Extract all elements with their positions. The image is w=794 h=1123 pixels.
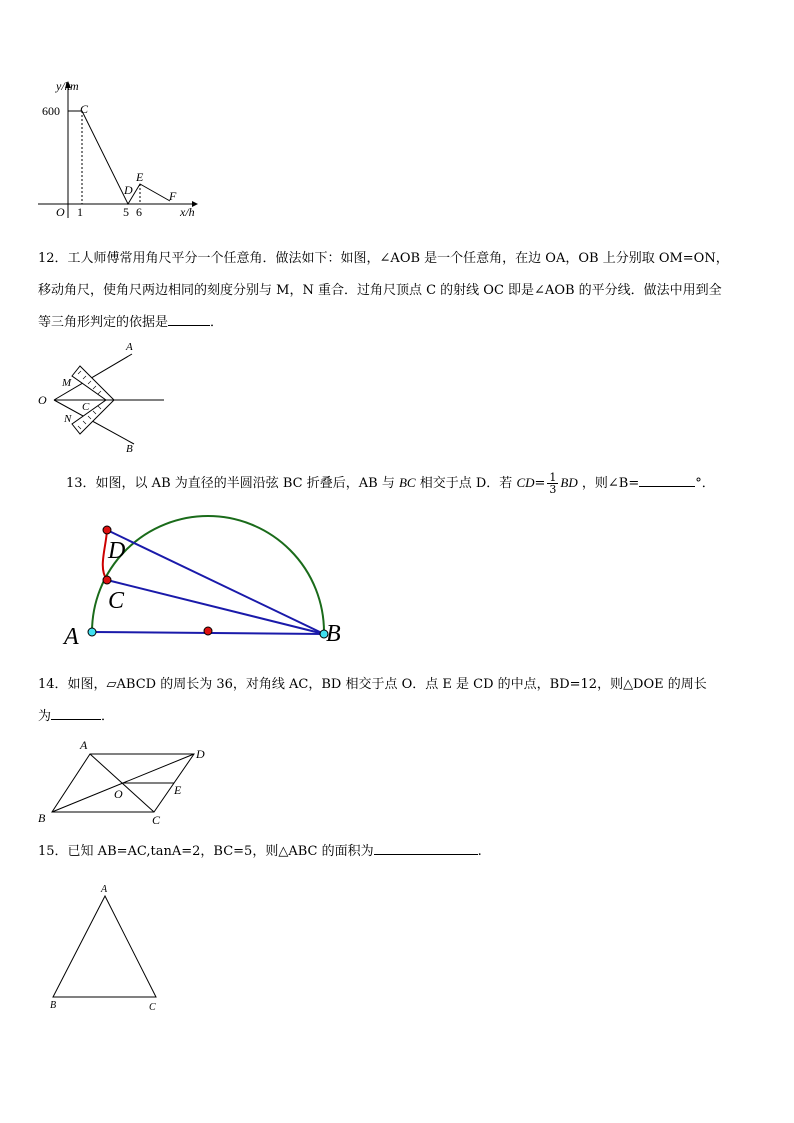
point-b-label: B — [326, 621, 341, 647]
point-b-label: B — [50, 1000, 57, 1011]
point-e-label: E — [136, 170, 144, 184]
point-c-label: C — [80, 102, 89, 116]
folded-arc-cd — [103, 530, 107, 580]
q13-answer-blank[interactable] — [639, 474, 695, 487]
center-point — [204, 627, 212, 635]
semicircle-arc — [92, 516, 324, 632]
point-a — [88, 628, 96, 636]
label-600: 600 — [42, 104, 60, 118]
q12-line-3: 等三角形判定的依据是 ． — [38, 315, 224, 330]
q14-line-1: 14．如图，▱ABCD 的周长为 36，对角线 AC，BD 相交于点 O．点 E 是 CD 的中点，BD=12，则△DOE 的周长 — [38, 677, 707, 692]
q14-line-2: 为 ． — [38, 709, 115, 724]
graph-line — [68, 111, 170, 204]
angle-bisector-figure — [34, 338, 174, 458]
arc-cd-label: CD — [516, 475, 535, 490]
point-e-label: E — [174, 783, 182, 797]
tick-5-label: 5 — [123, 205, 129, 219]
x-axis-label: x/h — [180, 205, 195, 219]
point-b-label: B — [38, 811, 46, 825]
q12-line-2: 移动角尺，使角尺两边相同的刻度分别与 M，N 重合．过角尺顶点 C 的射线 OC 即是∠AOB 的平分线．做法中用到全 — [38, 283, 722, 298]
y-axis-label: y/km — [56, 79, 79, 93]
chord-bc — [107, 580, 324, 634]
point-d-label: D — [196, 747, 205, 761]
origin-label: O — [56, 205, 65, 219]
point-a-label: A — [101, 884, 108, 895]
q12-line-1: 12．工人师傅常用角尺平分一个任意角．做法如下：如图，∠AOB 是一个任意角，在边 OA，OB 上分别取 OM=ON， — [38, 251, 729, 266]
point-o-label: O — [38, 393, 47, 407]
ruler-arm-upper — [72, 366, 114, 400]
point-c-label: C — [108, 588, 125, 614]
q12-answer-blank[interactable] — [168, 313, 210, 326]
q14-answer-blank[interactable] — [51, 707, 101, 720]
point-c-label: C — [82, 401, 90, 413]
point-a-label: A — [64, 624, 79, 650]
q15-line: 15．已知 AB=AC,tanA=2，BC=5，则△ABC 的面积为 . — [38, 844, 482, 859]
point-d-label: D — [108, 538, 126, 564]
q15-answer-blank[interactable] — [374, 842, 478, 855]
triangle-abc — [53, 896, 156, 997]
arc-bc-label: BC — [398, 475, 416, 490]
triangle-figure — [44, 880, 174, 1016]
point-a-label: A — [80, 738, 88, 752]
tick-6-label: 6 — [136, 205, 142, 219]
point-d — [103, 526, 111, 534]
point-d-label: D — [124, 183, 133, 197]
point-b-label: B — [126, 443, 133, 455]
parallelogram-figure — [34, 736, 214, 832]
tick-1-label: 1 — [77, 205, 83, 219]
point-m-label: M — [62, 377, 72, 389]
arc-bd-label: BD — [560, 475, 578, 490]
point-a-label: A — [126, 341, 133, 353]
point-f-label: F — [169, 189, 177, 203]
fraction-one-third: $\frac{1}{3}$ — [549, 471, 557, 496]
q13-line: 13．如图，以 AB 为直径的半圆沿弦 BC 折叠后，AB 与 BC 相交于点 D．若 CD= $\frac{1}{3}$ BD ，则∠B= °． — [66, 471, 715, 496]
distance-time-graph — [30, 76, 210, 226]
point-n-label: N — [64, 413, 72, 425]
point-c-label: C — [152, 813, 161, 827]
semicircle-fold-figure — [60, 506, 360, 656]
point-c — [103, 576, 111, 584]
ruler-arm-lower — [72, 400, 114, 434]
segment-bd — [107, 530, 324, 634]
point-c-label: C — [149, 1002, 156, 1013]
point-o-label: O — [114, 787, 123, 801]
